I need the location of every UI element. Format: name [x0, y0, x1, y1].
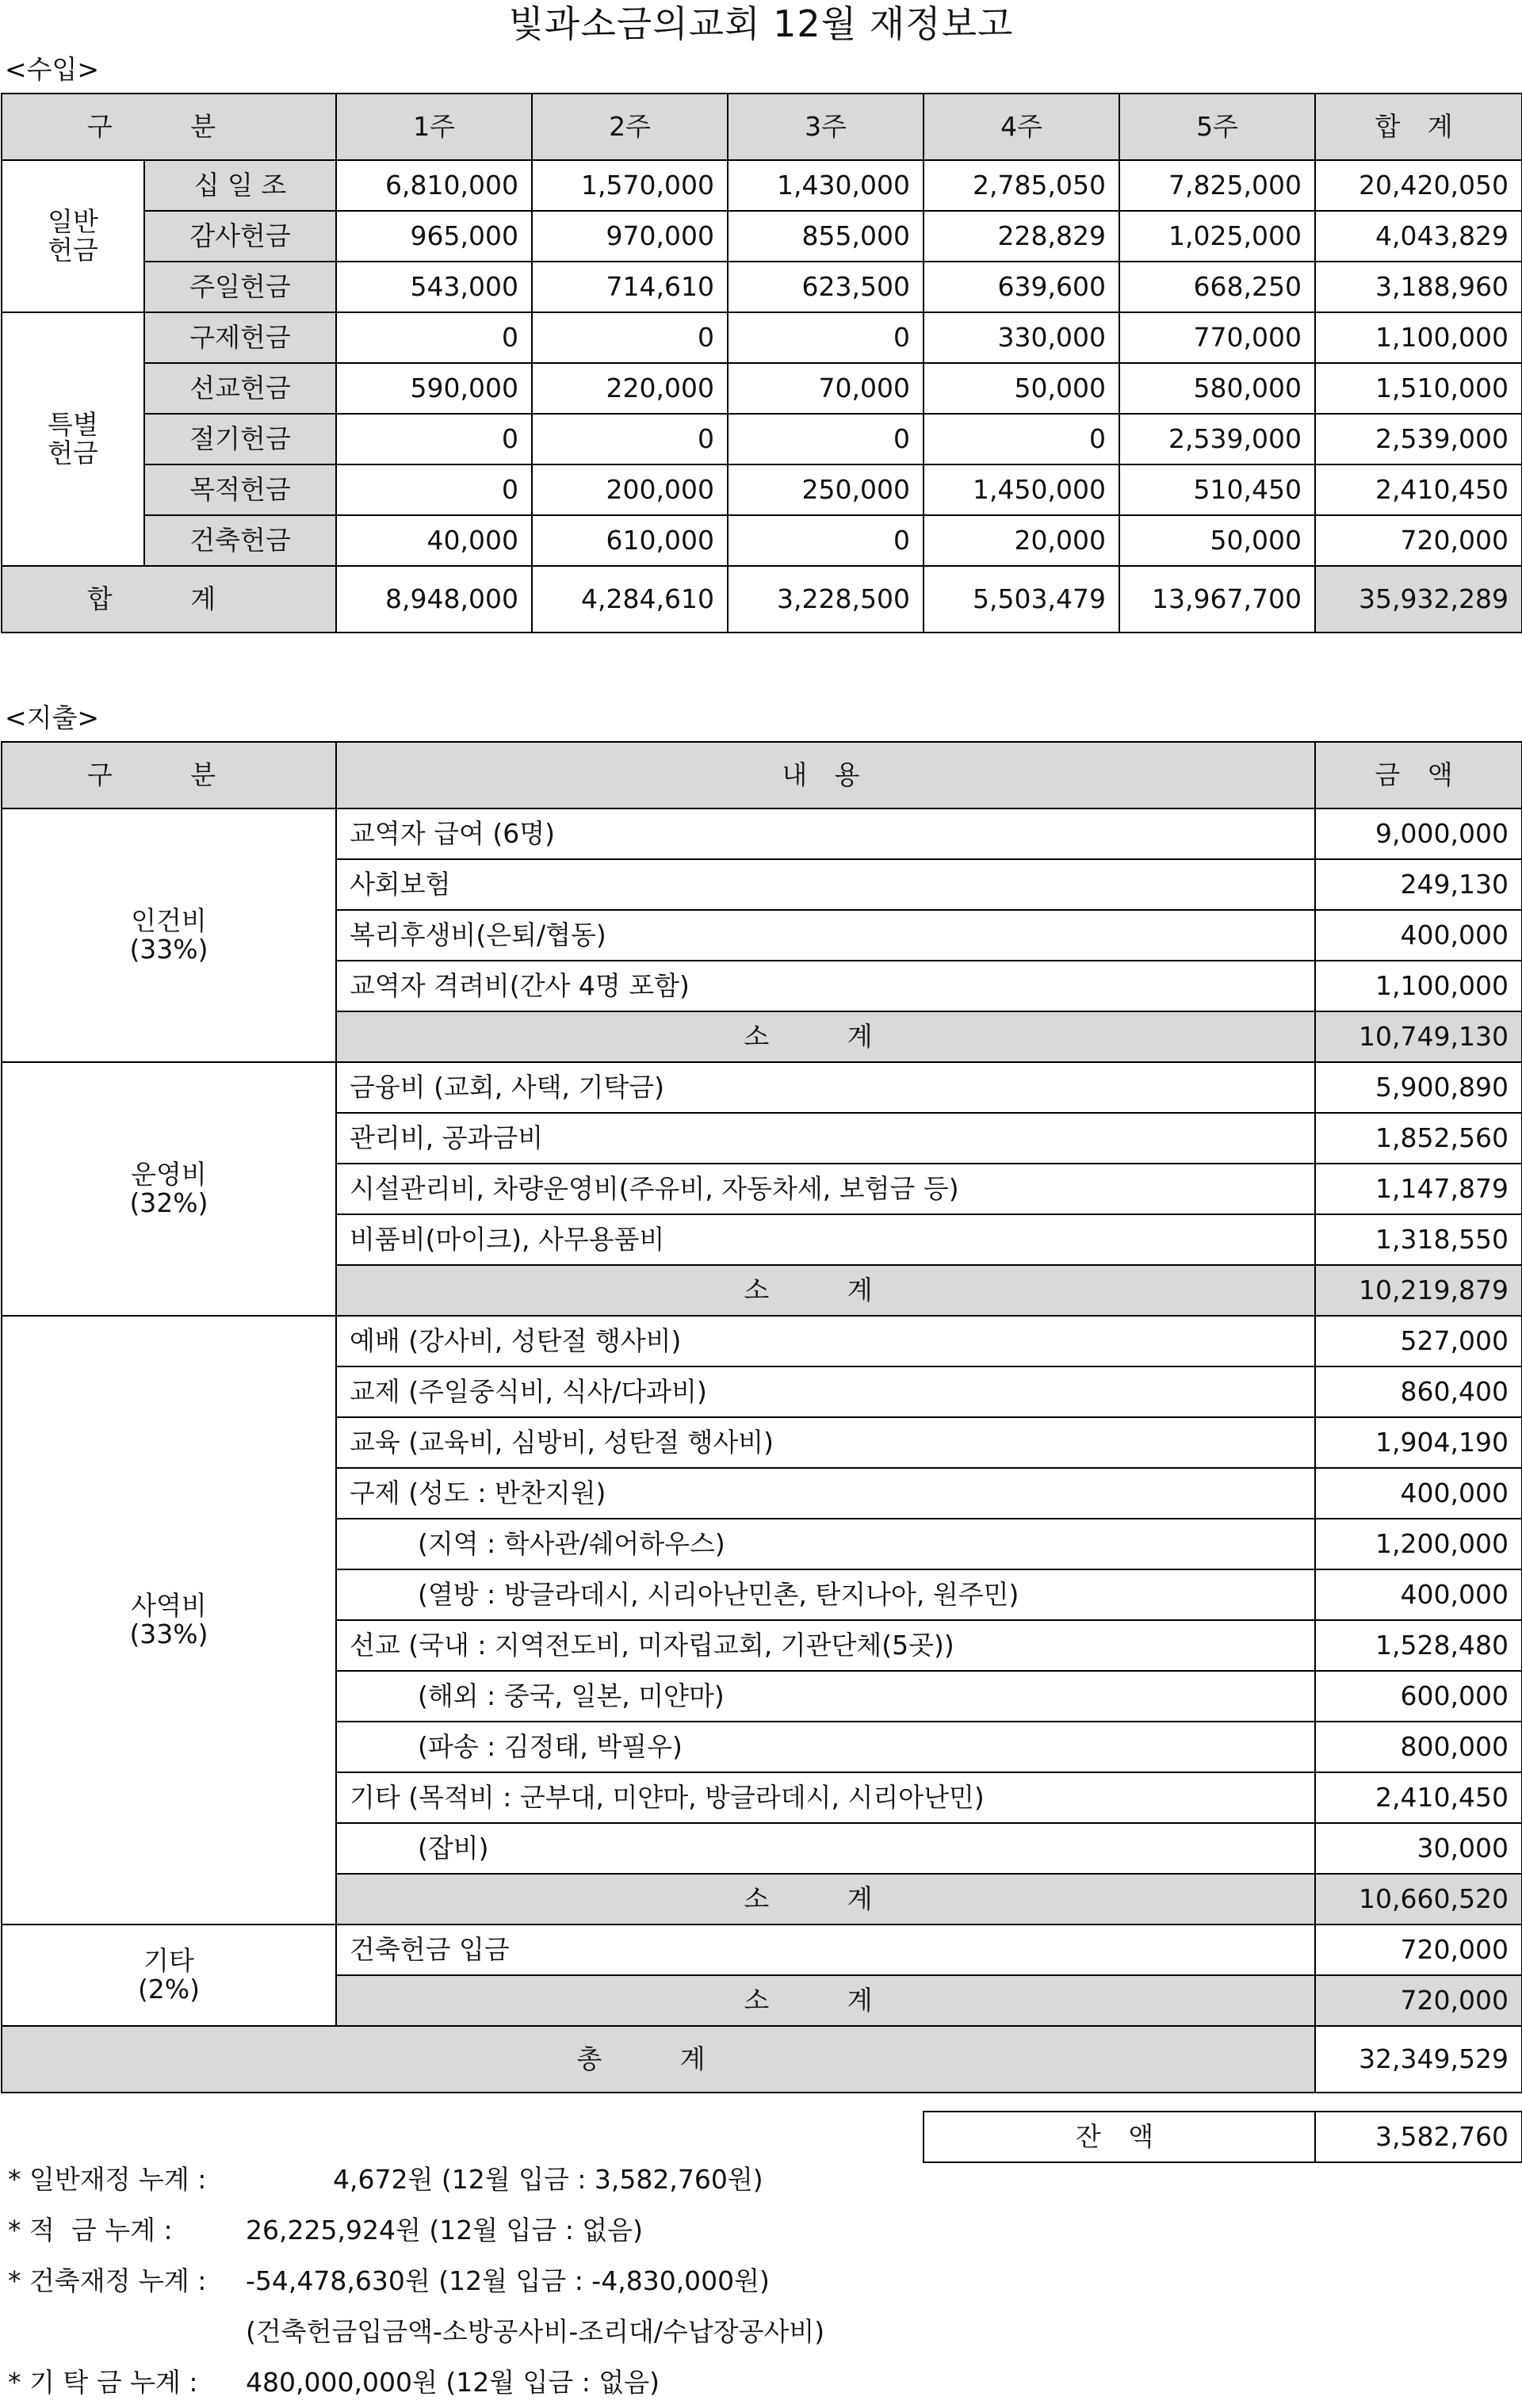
income-cell: 250,000	[728, 464, 924, 515]
expense-total-row	[2, 2026, 1522, 2093]
expense-subtotal-amount: 720,000	[1315, 1975, 1522, 2026]
note-detail: (12월 입금 : 없음)	[420, 2215, 644, 2246]
note-value: 480,000,000원	[246, 2367, 438, 2398]
income-item-label: 절기헌금	[144, 414, 336, 464]
expense-item-text: (열방 : 방글라데시, 시리아난민촌, 탄지나아, 원주민)	[336, 1569, 1315, 1620]
income-sum-cell: 3,228,500	[728, 566, 924, 633]
income-cell: 714,610	[532, 262, 728, 312]
note-detail: (12월 입금 : 3,582,760원)	[433, 2164, 763, 2195]
expense-subtotal-amount: 10,219,879	[1315, 1265, 1522, 1316]
income-item-label: 선교헌금	[144, 363, 336, 414]
expense-group-name: 인건비 (33%)	[2, 808, 336, 1062]
note-detail: (12월 입금 : 없음)	[437, 2367, 660, 2398]
income-row	[2, 312, 1522, 363]
expense-item-amount: 2,410,450	[1315, 1772, 1522, 1823]
expense-item-text: (잡비)	[336, 1823, 1315, 1874]
expense-item-amount: 400,000	[1315, 1468, 1522, 1519]
expense-subtotal-label: 소 계	[336, 1011, 1315, 1062]
expense-item-amount: 600,000	[1315, 1671, 1522, 1722]
income-cell: 228,829	[924, 211, 1119, 262]
income-item-label: 감사헌금	[144, 211, 336, 262]
expense-item-text: 복리후생비(은퇴/협동)	[336, 910, 1315, 961]
income-cell: 40,000	[336, 515, 532, 566]
expense-item-text: (파송 : 김정태, 박필우)	[336, 1722, 1315, 1772]
expense-item-amount: 1,147,879	[1315, 1164, 1522, 1214]
note-detail: (12월 입금 : -4,830,000원)	[430, 2265, 770, 2296]
income-cell: 1,450,000	[924, 464, 1119, 515]
income-row	[2, 515, 1522, 566]
balance-label: 잔 액	[924, 2112, 1315, 2162]
income-cell: 2,785,050	[924, 160, 1119, 211]
note-line	[8, 2357, 824, 2408]
income-cell: 668,250	[1119, 262, 1315, 312]
income-row-total: 20,420,050	[1315, 160, 1522, 211]
expense-table	[1, 741, 1522, 2093]
expense-item-amount: 1,318,550	[1315, 1214, 1522, 1265]
note-line	[8, 2307, 824, 2357]
expense-item-text: 교역자 격려비(간사 4명 포함)	[336, 961, 1315, 1011]
expense-item-text: 시설관리비, 차량운영비(주유비, 자동차세, 보험금 등)	[336, 1164, 1315, 1214]
income-cell: 0	[336, 312, 532, 363]
expense-subtotal-label: 소 계	[336, 1874, 1315, 1924]
income-row	[2, 160, 1522, 211]
income-cell: 855,000	[728, 211, 924, 262]
income-cell: 6,810,000	[336, 160, 532, 211]
expense-row	[2, 808, 1522, 859]
income-cell: 0	[728, 312, 924, 363]
note-value: -54,478,630원	[246, 2265, 430, 2296]
income-cell: 590,000	[336, 363, 532, 414]
income-row-total: 2,539,000	[1315, 414, 1522, 464]
expense-item-text: 구제 (성도 : 반찬지원)	[336, 1468, 1315, 1519]
expense-item-text: (지역 : 학사관/쉐어하우스)	[336, 1519, 1315, 1569]
income-row	[2, 363, 1522, 414]
income-cell: 610,000	[532, 515, 728, 566]
note-value: 4,672원	[333, 2164, 434, 2195]
balance-amount: 3,582,760	[1315, 2112, 1522, 2162]
income-sum-label: 합 계	[2, 566, 336, 633]
expense-item-text: 건축헌금 입금	[336, 1924, 1315, 1975]
income-sum-cell: 4,284,610	[532, 566, 728, 633]
expense-item-amount: 30,000	[1315, 1823, 1522, 1874]
note-label: * 기 탁 금 누계 :	[8, 2367, 198, 2398]
note-label: * 적 금 누계 :	[8, 2215, 173, 2246]
income-cell: 0	[924, 414, 1119, 464]
expense-header-category: 구 분	[2, 742, 336, 808]
expense-item-amount: 1,528,480	[1315, 1620, 1522, 1671]
income-sum-cell: 13,967,700	[1119, 566, 1315, 633]
expense-row	[2, 1924, 1522, 1975]
income-table	[1, 93, 1522, 633]
expense-item-amount: 5,900,890	[1315, 1062, 1522, 1113]
income-sum-cell: 8,948,000	[336, 566, 532, 633]
expense-item-amount: 860,400	[1315, 1366, 1522, 1417]
note-detail: (건축헌금입금액-소방공사비-조리대/수납장공사비)	[246, 2316, 825, 2347]
expense-item-text: 교육 (교육비, 심방비, 성탄절 행사비)	[336, 1417, 1315, 1468]
expense-item-amount: 527,000	[1315, 1316, 1522, 1366]
income-cell: 200,000	[532, 464, 728, 515]
income-row-total: 3,188,960	[1315, 262, 1522, 312]
expense-item-amount: 400,000	[1315, 1569, 1522, 1620]
expense-header-content: 내 용	[336, 742, 1315, 808]
income-cell: 50,000	[1119, 515, 1315, 566]
expense-subtotal-amount: 10,749,130	[1315, 1011, 1522, 1062]
income-header-total: 합 계	[1315, 94, 1522, 160]
income-cell: 0	[532, 414, 728, 464]
note-value: 26,225,924원	[246, 2215, 421, 2246]
note-line	[8, 2205, 824, 2256]
income-header-category: 구 분	[2, 94, 336, 160]
income-item-label: 주일헌금	[144, 262, 336, 312]
income-cell: 0	[728, 515, 924, 566]
income-cell: 1,570,000	[532, 160, 728, 211]
income-sum-cell: 5,503,479	[924, 566, 1119, 633]
income-cell: 623,500	[728, 262, 924, 312]
expense-group-name: 기타 (2%)	[2, 1924, 336, 2026]
expense-section-label: <지출>	[5, 702, 100, 733]
income-row-total: 720,000	[1315, 515, 1522, 566]
income-item-label: 구제헌금	[144, 312, 336, 363]
income-cell: 0	[532, 312, 728, 363]
expense-item-amount: 800,000	[1315, 1722, 1522, 1772]
expense-subtotal-label: 소 계	[336, 1975, 1315, 2026]
income-item-label: 목적헌금	[144, 464, 336, 515]
income-cell: 970,000	[532, 211, 728, 262]
note-line	[8, 2256, 824, 2307]
expense-header-amount: 금 액	[1315, 742, 1522, 808]
income-cell: 220,000	[532, 363, 728, 414]
expense-total-label: 총 계	[2, 2026, 1315, 2093]
income-item-label: 건축헌금	[144, 515, 336, 566]
notes-list	[8, 2154, 824, 2408]
expense-item-text: 사회보험	[336, 859, 1315, 910]
expense-item-text: 예배 (강사비, 성탄절 행사비)	[336, 1316, 1315, 1366]
expense-group-name: 운영비 (32%)	[2, 1062, 336, 1316]
income-cell: 580,000	[1119, 363, 1315, 414]
expense-item-text: 비품비(마이크), 사무용품비	[336, 1214, 1315, 1265]
income-row-total: 2,410,450	[1315, 464, 1522, 515]
expense-item-amount: 1,200,000	[1315, 1519, 1522, 1569]
income-row-total: 1,510,000	[1315, 363, 1522, 414]
income-header-week: 4주	[924, 94, 1119, 160]
expense-item-amount: 249,130	[1315, 859, 1522, 910]
income-grand-total: 35,932,289	[1315, 566, 1522, 633]
income-group-name: 일반 헌금	[2, 160, 144, 312]
income-cell: 2,539,000	[1119, 414, 1315, 464]
income-cell: 770,000	[1119, 312, 1315, 363]
income-row-total: 4,043,829	[1315, 211, 1522, 262]
income-item-label: 십 일 조	[144, 160, 336, 211]
income-cell: 0	[336, 414, 532, 464]
expense-total-amount: 32,349,529	[1315, 2026, 1522, 2093]
income-header-week: 5주	[1119, 94, 1315, 160]
expense-row	[2, 1316, 1522, 1366]
income-cell: 510,450	[1119, 464, 1315, 515]
expense-item-amount: 1,904,190	[1315, 1417, 1522, 1468]
income-cell: 543,000	[336, 262, 532, 312]
income-header-week: 1주	[336, 94, 532, 160]
expense-subtotal-amount: 10,660,520	[1315, 1874, 1522, 1924]
income-row	[2, 464, 1522, 515]
income-row-total: 1,100,000	[1315, 312, 1522, 363]
balance-table	[923, 2111, 1522, 2163]
expense-item-amount: 1,100,000	[1315, 961, 1522, 1011]
income-cell: 0	[728, 414, 924, 464]
income-cell: 1,025,000	[1119, 211, 1315, 262]
income-cell: 50,000	[924, 363, 1119, 414]
expense-item-amount: 400,000	[1315, 910, 1522, 961]
income-cell: 70,000	[728, 363, 924, 414]
report-title: 빛과소금의교회 12월 재정보고	[508, 2, 1014, 45]
income-row	[2, 211, 1522, 262]
expense-item-amount: 1,852,560	[1315, 1113, 1522, 1164]
income-cell: 965,000	[336, 211, 532, 262]
expense-item-text: 기타 (목적비 : 군부대, 미얀마, 방글라데시, 시리아난민)	[336, 1772, 1315, 1823]
income-cell: 0	[336, 464, 532, 515]
note-label: * 건축재정 누계 :	[8, 2265, 207, 2296]
income-cell: 1,430,000	[728, 160, 924, 211]
expense-item-text: 관리비, 공과금비	[336, 1113, 1315, 1164]
expense-item-text: 선교 (국내 : 지역전도비, 미자립교회, 기관단체(5곳))	[336, 1620, 1315, 1671]
note-label: * 일반재정 누계 :	[8, 2164, 207, 2195]
note-line	[8, 2154, 824, 2205]
expense-item-text: (해외 : 중국, 일본, 미얀마)	[336, 1671, 1315, 1722]
income-row	[2, 262, 1522, 312]
income-section-label: <수입>	[5, 54, 100, 85]
expense-item-text: 교제 (주일중식비, 식사/다과비)	[336, 1366, 1315, 1417]
income-header-row	[2, 94, 1522, 160]
expense-row	[2, 1062, 1522, 1113]
income-cell: 639,600	[924, 262, 1119, 312]
expense-item-amount: 720,000	[1315, 1924, 1522, 1975]
expense-header-row	[2, 742, 1522, 808]
income-header-week: 3주	[728, 94, 924, 160]
expense-subtotal-label: 소 계	[336, 1265, 1315, 1316]
income-group-name: 특별 헌금	[2, 312, 144, 566]
expense-item-amount: 9,000,000	[1315, 808, 1522, 859]
income-cell: 330,000	[924, 312, 1119, 363]
expense-item-text: 교역자 급여 (6명)	[336, 808, 1315, 859]
income-header-week: 2주	[532, 94, 728, 160]
expense-item-text: 금융비 (교회, 사택, 기탁금)	[336, 1062, 1315, 1113]
income-cell: 20,000	[924, 515, 1119, 566]
income-row	[2, 414, 1522, 464]
income-cell: 7,825,000	[1119, 160, 1315, 211]
income-sum-row	[2, 566, 1522, 633]
expense-group-name: 사역비 (33%)	[2, 1316, 336, 1924]
